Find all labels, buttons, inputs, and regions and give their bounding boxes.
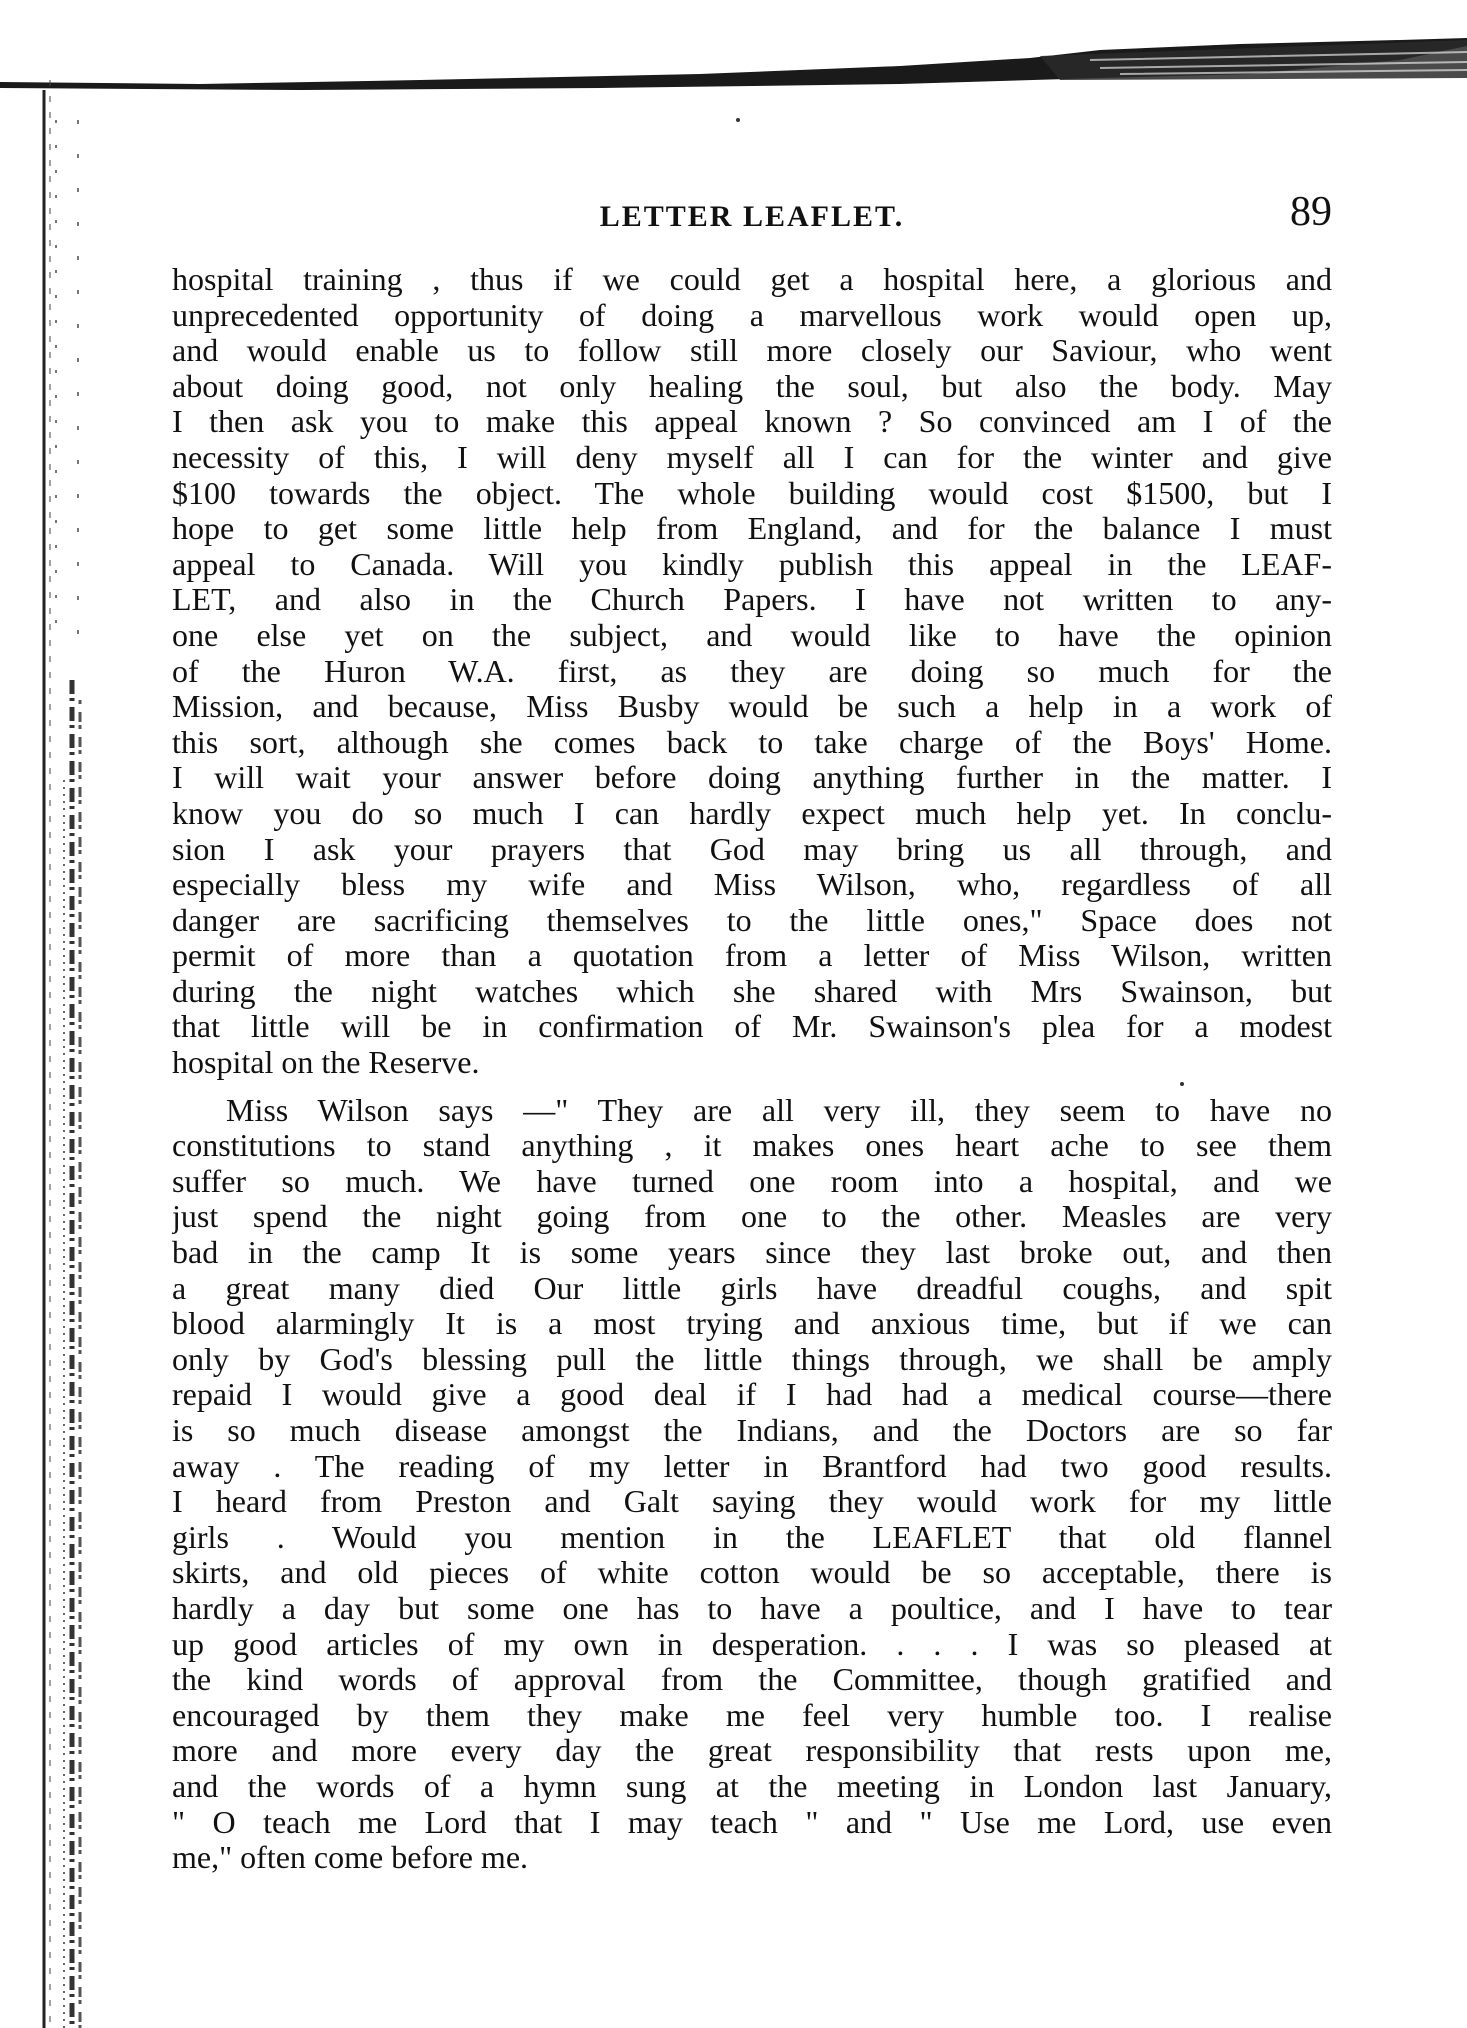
text-line: especially bless my wife and Miss Wilson, who, regardless of all — [172, 867, 1332, 903]
text-line: I heard from Preston and Galt saying they would work for my little — [172, 1484, 1332, 1520]
running-title: LETTER LEAFLET. — [599, 200, 905, 233]
text-line: and would enable us to follow still more closely our Saviour, who went — [172, 333, 1332, 369]
running-head — [172, 188, 1332, 248]
scanned-top-edge — [0, 0, 1467, 110]
text-line: of the Huron W.A. first, as they are doing so much for the — [172, 653, 1332, 689]
text-line: a great many died Our little girls have dreadful coughs, and spit — [172, 1270, 1332, 1306]
text-line: Miss Wilson says —" They are all very ill, they seem to have no — [226, 1092, 1332, 1128]
text-line: one else yet on the subject, and would like to have the opinion — [172, 617, 1332, 653]
text-line: unprecedented opportunity of doing a marvellous work would open up, — [172, 297, 1332, 333]
text-line: away . The reading of my letter in Brantford had two good results. — [172, 1448, 1332, 1484]
text-line: appeal to Canada. Will you kindly publish this appeal in the LEAF- — [172, 546, 1332, 582]
text-line: sion I ask your prayers that God may bring us all through, and — [172, 831, 1332, 867]
text-line: danger are sacrificing themselves to the little ones," Space does not — [172, 902, 1332, 938]
text-line: hope to get some little help from England, and for the balance I must — [172, 511, 1332, 547]
text-line: necessity of this, I will deny myself all I can for the winter and give — [172, 439, 1332, 475]
text-line: know you do so much I can hardly expect much help yet. In conclu- — [172, 795, 1332, 831]
text-line: hospital training , thus if we could get a hospital here, a glorious and — [172, 262, 1332, 297]
paragraph-gap — [172, 1081, 1332, 1093]
text-line: repaid I would give a good deal if I had had a medical course—there — [172, 1377, 1332, 1413]
text-line: about doing good, not only healing the soul, but also the body. May — [172, 368, 1332, 404]
text-line: me," often come before me. — [172, 1840, 529, 1876]
text-line: bad in the camp It is some years since they last broke out, and then — [172, 1235, 1332, 1271]
text-line: Mission, and because, Miss Busby would be such a help in a work of — [172, 689, 1332, 725]
text-line: " O teach me Lord that I may teach " and " Use me Lord, use even — [172, 1804, 1332, 1840]
text-line: only by God's blessing pull the little things through, we shall be amply — [172, 1341, 1332, 1377]
text-line: up good articles of my own in desperation. . . . I was so pleased at — [172, 1626, 1332, 1662]
text-line: this sort, although she comes back to take charge of the Boys' Home. — [172, 724, 1332, 760]
text-line: just spend the night going from one to the other. Measles are very — [172, 1199, 1332, 1235]
text-line: is so much disease amongst the Indians, and the Doctors are so far — [172, 1413, 1332, 1448]
text-line: hospital on the Reserve. — [172, 1045, 480, 1081]
text-line: $100 towards the object. The whole building would cost $1500, but I — [172, 475, 1332, 511]
text-line: suffer so much. We have turned one room into a hospital, and we — [172, 1163, 1332, 1199]
text-line: LET, and also in the Church Papers. I have not written to any- — [172, 582, 1332, 618]
body-text — [172, 262, 1332, 1876]
text-line: girls . Would you mention in the LEAFLET that old flannel — [172, 1519, 1332, 1555]
binding-margin-strip — [0, 80, 100, 2028]
text-line: the kind words of approval from the Committee, though gratified and — [172, 1662, 1332, 1698]
paragraph-2 — [172, 1093, 1332, 1876]
text-line: blood alarmingly It is a most trying and anxious time, but if we can — [172, 1306, 1332, 1342]
ink-speck — [736, 118, 740, 122]
page-number: 89 — [1290, 189, 1332, 235]
text-line: and the words of a hymn sung at the meeting in London last January, — [172, 1768, 1332, 1804]
text-line: hardly a day but some one has to have a poultice, and I have to tear — [172, 1590, 1332, 1626]
text-line: permit of more than a quotation from a letter of Miss Wilson, written — [172, 938, 1332, 974]
text-line: during the night watches which she shared with Mrs Swainson, but — [172, 973, 1332, 1009]
text-line: encouraged by them they make me feel very humble too. I realise — [172, 1697, 1332, 1733]
text-line: I then ask you to make this appeal known ? So convinced am I of the — [172, 404, 1332, 440]
text-line: constitutions to stand anything , it makes ones heart ache to see them — [172, 1128, 1332, 1164]
text-line: more and more every day the great responsibility that rests upon me, — [172, 1733, 1332, 1769]
paragraph-1 — [172, 262, 1332, 1081]
text-line: that little will be in confirmation of Mr. Swainson's plea for a modest — [172, 1009, 1332, 1045]
text-line: I will wait your answer before doing anything further in the matter. I — [172, 760, 1332, 796]
text-line: skirts, and old pieces of white cotton would be so acceptable, there is — [172, 1555, 1332, 1591]
